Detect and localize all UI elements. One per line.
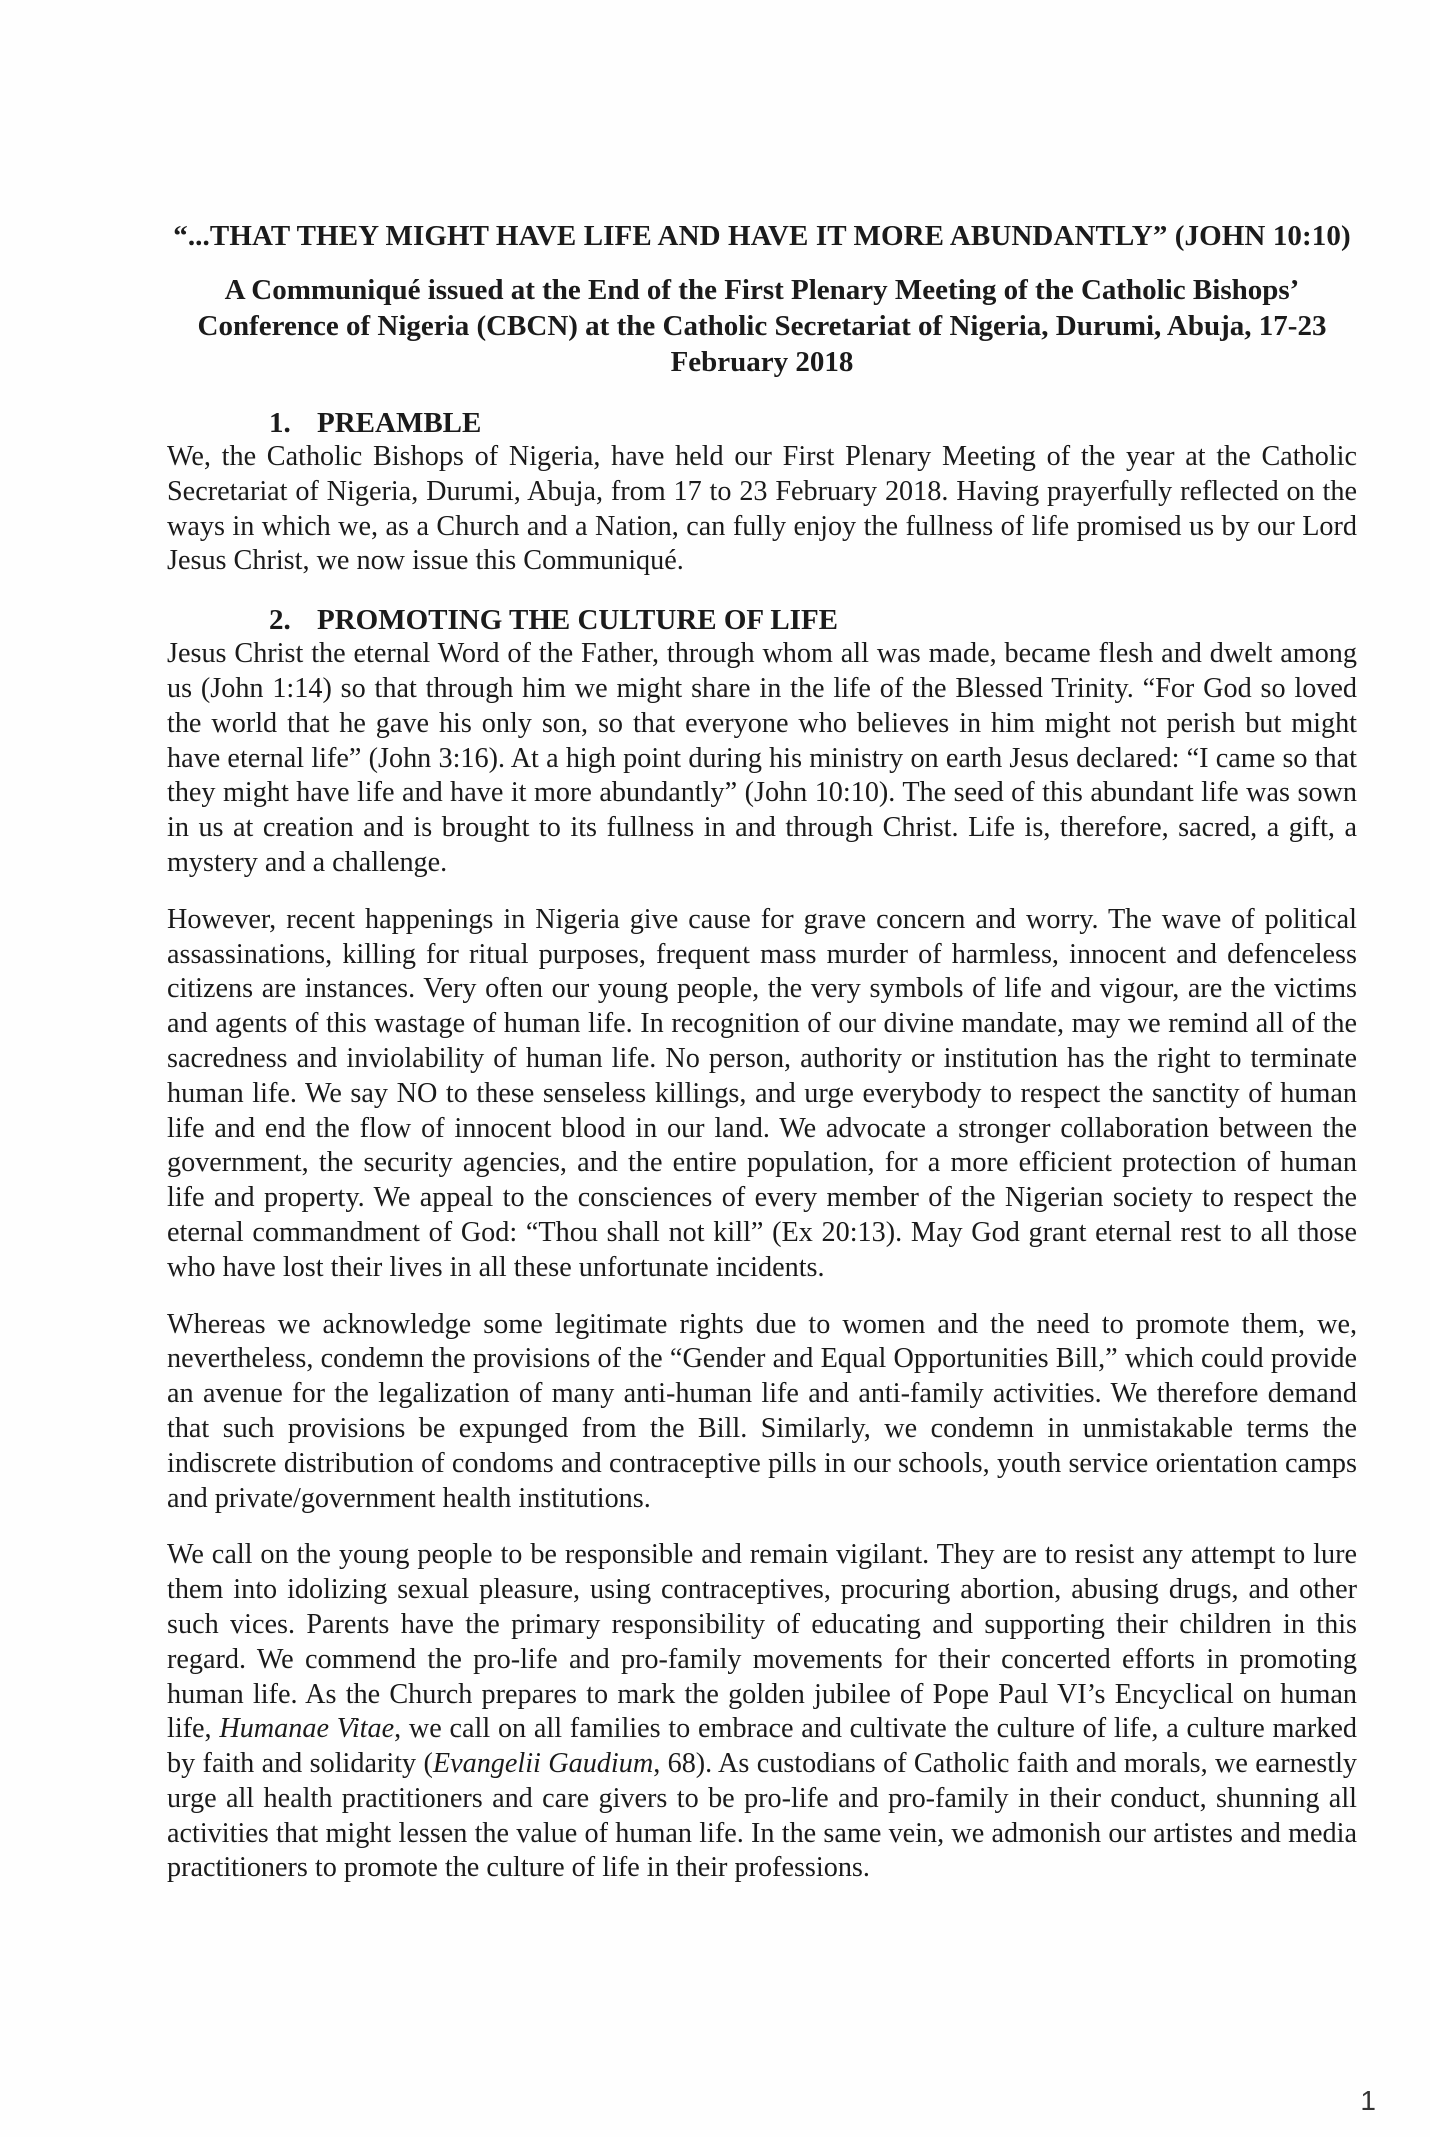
paragraph-text: , 68). As custodians of Catholic faith and morals, we earnestly urge all health practitioners and care givers to be pro-life and pro-family in their conduct, shunning all activities that might lessen the value of human life. In the same vein, we admonish our artistes and media practitioners to promote the culture of life in their professions. bbox=[167, 1748, 1357, 1884]
section-number: 2. bbox=[269, 604, 291, 637]
encyclical-title: Humanae Vitae bbox=[219, 1713, 395, 1745]
paragraph: We, the Catholic Bishops of Nigeria, have held our First Plenary Meeting of the year at the Catholic Secretariat of Nigeria, Durumi, Abuja, from 17 to 23 February 2018. Having prayerfully reflected on the ways in which we, as a Church and a Nation, can fully enjoy the fullness of life promised us by our Lord Jesus Christ, we now issue this Communiqué. bbox=[167, 441, 1357, 577]
paragraph: Whereas we acknowledge some legitimate rights due to women and the need to promote them, we, nevertheless, condemn the provisions of the “Gender and Equal Opportunities Bill,” which could provide an avenue for the legalization of many anti-human life and anti-family activities. We therefore demand that such provisions be expunged from the Bill. Similarly, we condemn in unmistakable terms the indiscrete distribution of condoms and contraceptive pills in our schools, youth service orientation camps and private/government health institutions. bbox=[167, 1308, 1357, 1514]
paragraph bbox=[167, 1538, 1357, 1886]
exhortation-title: Evangelii Gaudium bbox=[432, 1748, 654, 1780]
document-subtitle: A Communiqué issued at the End of the First Plenary Meeting of the Catholic Bishops’ Conference of Nigeria (CBCN) at the Catholic Secretariat of Nigeria, Durumi, Abuja, 17-23 February 2018 bbox=[197, 274, 1327, 378]
paragraph: However, recent happenings in Nigeria give cause for grave concern and worry. The wave of political assassinations, killing for ritual purposes, frequent mass murder of harmless, innocent and defenceless citizens are instances. Very often our young people, the very symbols of life and vigour, are the victims and agents of this wastage of human life. In recognition of our divine mandate, may we remind all of the sacredness and inviolability of human life. No person, authority or institution has the right to terminate human life. We say NO to these senseless killings, and urge everybody to respect the sanctity of human life and end the flow of innocent blood in our land. We advocate a stronger collaboration between the government, the security agencies, and the entire population, for a more efficient protection of human life and property. We appeal to the consciences of every member of the Nigerian society to respect the eternal commandment of God: “Thou shall not kill” (Ex 20:13). May God grant eternal rest to all those who have lost their lives in all these unfortunate incidents. bbox=[167, 903, 1357, 1283]
paragraph-text: We call on the young people to be responsible and remain vigilant. They are to resist any attempt to lure them into idolizing sexual pleasure, using contraceptives, procuring abortion, abusing drugs, and other such vices. Parents have the primary responsibility of educating and supporting their children in this regard. We commend the pro-life and pro-family movements for their concerted efforts in promoting human life. As the Church prepares to mark the golden jubilee of Pope Paul VI’s Encyclical on human life, bbox=[167, 1539, 1357, 1745]
section-heading bbox=[167, 603, 1357, 637]
page-number: 1 bbox=[1360, 2085, 1376, 2116]
paragraph: Jesus Christ the eternal Word of the Father, through whom all was made, became flesh and dwelt among us (John 1:14) so that through him we might share in the life of the Blessed Trinity. “For God so loved the world that he gave his only son, so that everyone who believes in him might not perish but might have eternal life” (John 3:16). At a high point during his ministry on earth Jesus declared: “I came so that they might have life and have it more abundantly” (John 10:10). The seed of this abundant life was sown in us at creation and is brought to its fullness in and through Christ. Life is, therefore, sacred, a gift, a mystery and a challenge. bbox=[167, 638, 1357, 878]
section-culture-of-life bbox=[167, 603, 1357, 1886]
document-content bbox=[167, 218, 1357, 1910]
section-heading bbox=[167, 406, 1357, 440]
section-title: PREAMBLE bbox=[317, 407, 482, 439]
paragraph-text: , we call on all families to embrace and cultivate the culture of life, a culture marked by faith and solidarity ( bbox=[167, 1713, 1358, 1780]
section-number: 1. bbox=[269, 407, 291, 439]
document-title: “...THAT THEY MIGHT HAVE LIFE AND HAVE IT MORE ABUNDANTLY” (JOHN 10:10) bbox=[173, 220, 1351, 252]
section-preamble bbox=[167, 406, 1357, 579]
section-title: PROMOTING THE CULTURE OF LIFE bbox=[317, 604, 839, 637]
